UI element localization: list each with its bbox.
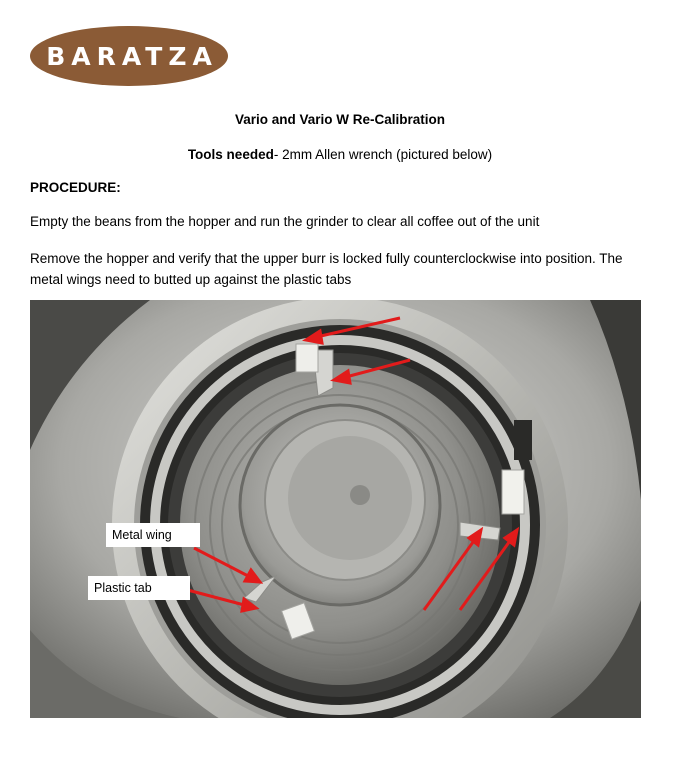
tools-needed bbox=[0, 147, 680, 162]
grinder-photo bbox=[30, 300, 641, 718]
grinder-illustration bbox=[30, 300, 641, 718]
tools-label: Tools needed bbox=[187, 147, 274, 162]
callout-metal-wing: Metal wing bbox=[106, 523, 200, 547]
step-1: Empty the beans from the hopper and run the grinder to clear all coffee out of the unit bbox=[30, 214, 540, 229]
brand-logo bbox=[30, 26, 228, 86]
callout-plastic-tab: Plastic tab bbox=[88, 576, 190, 600]
logo-text: BARATZA bbox=[46, 41, 218, 71]
document-title: Vario and Vario W Re-Calibration bbox=[234, 112, 446, 127]
procedure-heading: PROCEDURE: bbox=[30, 180, 121, 195]
step-2: Remove the hopper and verify that the upper burr is locked fully counterclockwise into position. The metal wings need to butted up against the plastic tabs bbox=[30, 251, 623, 287]
tools-text: - 2mm Allen wrench (pictured below) bbox=[273, 147, 493, 162]
